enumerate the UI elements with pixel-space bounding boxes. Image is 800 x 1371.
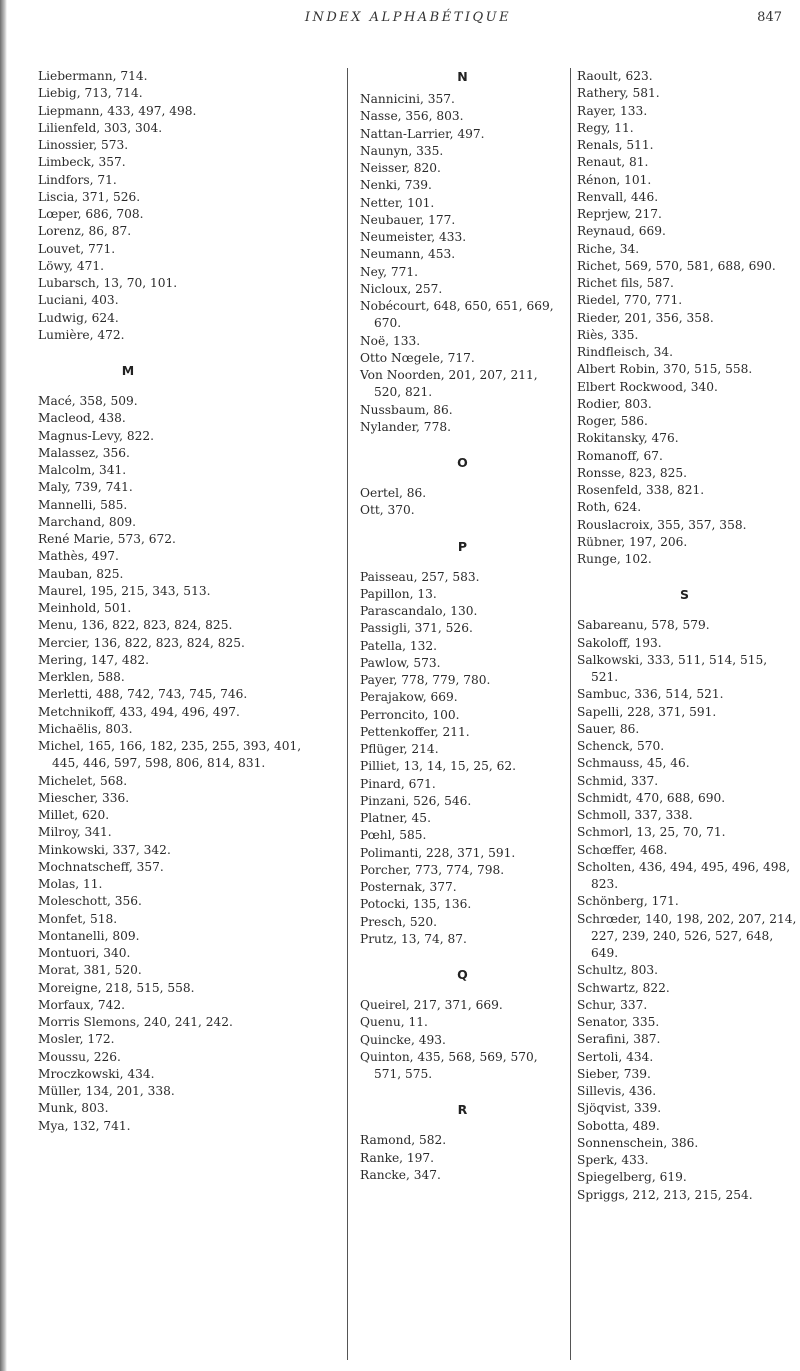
index-entry: Metchnikoff, 433, 494, 496, 497. — [38, 704, 240, 719]
index-entry: Reynaud, 669. — [577, 224, 666, 239]
index-column-1 — [38, 68, 330, 1368]
index-entry: Rosenfeld, 338, 821. — [577, 483, 705, 497]
index-entry: Liepmann, 433, 497, 498. — [38, 103, 197, 118]
index-entry: Moleschott, 356. — [38, 894, 142, 909]
index-entry: Senator, 335. — [577, 1015, 660, 1029]
index-entry: Sakoloff, 193. — [577, 635, 662, 650]
index-entry: Raoult, 623. — [577, 69, 653, 83]
index-entry: Louvet, 771. — [38, 241, 116, 256]
index-entry: Lubarsch, 13, 70, 101. — [38, 276, 178, 290]
index-entry: Limbeck, 357. — [38, 155, 126, 170]
index-entry: Neubauer, 177. — [360, 212, 456, 227]
index-entry: Sperk, 433. — [577, 1153, 649, 1167]
index-entry: Liscia, 371, 526. — [38, 189, 141, 204]
index-entry: Pœhl, 585. — [360, 828, 427, 843]
index-entry: Schmoll, 337, 338. — [577, 808, 693, 822]
index-column-2 — [360, 68, 565, 1368]
index-entry: Ney, 771. — [360, 264, 419, 279]
index-entry: Rathery, 581. — [577, 86, 660, 101]
index-entry: Netter, 101. — [360, 195, 435, 210]
index-entry: Milroy, 341. — [38, 825, 112, 840]
index-entry: Paisseau, 257, 583. — [360, 569, 480, 584]
index-entry: Otto Nœgele, 717. — [360, 350, 475, 365]
index-entry: Michel, 165, 166, 182, 235, 255, 393, 401, 445, 446, 597, 598, 806, 814, 831. — [38, 739, 302, 771]
index-entry: Schönberg, 171. — [577, 894, 679, 909]
index-entry: Sillevis, 436. — [577, 1084, 657, 1098]
index-entry: Molas, 11. — [38, 877, 103, 891]
index-entry: Marchand, 809. — [38, 514, 137, 529]
index-entry: Romanoff, 67. — [577, 448, 663, 463]
index-entry: Sonnenschein, 386. — [577, 1135, 699, 1150]
index-entry: Schur, 337. — [577, 997, 648, 1012]
index-entry: Sabareanu, 578, 579. — [577, 618, 710, 633]
index-entry: Nussbaum, 86. — [360, 402, 453, 417]
index-entry: Minkowski, 337, 342. — [38, 842, 171, 857]
index-entry: Nobécourt, 648, 650, 651, 669, 670. — [360, 299, 554, 331]
index-entry: Malassez, 356. — [38, 445, 130, 460]
index-entry: Macleod, 438. — [38, 411, 126, 426]
index-entry: Von Noorden, 201, 207, 211, 520, 821. — [360, 368, 538, 400]
scan-edge — [0, 0, 7, 1371]
index-entry: Sapelli, 228, 371, 591. — [577, 704, 717, 719]
index-entry: Quenu, 11. — [360, 1015, 428, 1030]
index-entry: Meinhold, 501. — [38, 601, 132, 615]
index-entry: Schmidt, 470, 688, 690. — [577, 790, 726, 805]
index-entry: Montanelli, 809. — [38, 928, 140, 943]
index-entry: Roger, 586. — [577, 414, 648, 428]
index-entry: Richet, 569, 570, 581, 688, 690. — [577, 258, 776, 273]
index-entry: Schwartz, 822. — [577, 980, 670, 995]
index-entry: Schmid, 337. — [577, 773, 659, 788]
index-entry: Maurel, 195, 215, 343, 513. — [38, 583, 211, 598]
index-entry: Merklen, 588. — [38, 670, 125, 684]
index-entry: Mochnatscheff, 357. — [38, 859, 164, 874]
column-divider — [347, 68, 348, 1360]
index-entry: Perroncito, 100. — [360, 707, 460, 722]
index-entry: Lumière, 472. — [38, 327, 125, 342]
index-entry: Ott, 370. — [360, 503, 415, 518]
index-entry: Moussu, 226. — [38, 1049, 121, 1064]
index-entry: Mercier, 136, 822, 823, 824, 825. — [38, 635, 245, 650]
index-entry: Nattan-Larrier, 497. — [360, 126, 485, 141]
index-entry: Nylander, 778. — [360, 419, 451, 434]
index-entry: Liebermann, 714. — [38, 69, 148, 83]
index-entry: Monfet, 518. — [38, 911, 118, 926]
index-entry: Rindfleisch, 34. — [577, 345, 674, 359]
index-entry: Noë, 133. — [360, 333, 421, 348]
index-entry: Millet, 620. — [38, 808, 110, 822]
index-entry: Roth, 624. — [577, 500, 642, 515]
index-entry: Sobotta, 489. — [577, 1118, 660, 1133]
index-entry: Luciani, 403. — [38, 293, 119, 308]
index-entry: Salkowski, 333, 511, 514, 515, 521. — [577, 652, 768, 684]
index-entry: Michelet, 568. — [38, 773, 128, 788]
index-entry: Ludwig, 624. — [38, 310, 119, 325]
index-entry: Pinard, 671. — [360, 776, 436, 791]
index-column-3 — [577, 68, 797, 1368]
index-entry: Perajakow, 669. — [360, 690, 458, 705]
index-entry: Lœper, 686, 708. — [38, 207, 144, 221]
index-entry: Riès, 335. — [577, 327, 639, 342]
index-entry: Polimanti, 228, 371, 591. — [360, 845, 516, 860]
index-entry: Schultz, 803. — [577, 963, 658, 978]
index-entry: Posternak, 377. — [360, 880, 457, 894]
index-entry: Nannicini, 357. — [360, 92, 455, 106]
index-entry: Lorenz, 86, 87. — [38, 224, 132, 239]
section-letter-r: R — [457, 1102, 468, 1118]
index-entry: Oertel, 86. — [360, 486, 427, 500]
index-entry: Schmauss, 45, 46. — [577, 756, 690, 771]
index-entry: Papillon, 13. — [360, 586, 437, 601]
index-entry: Renvall, 446. — [577, 189, 659, 204]
index-entry: Patella, 132. — [360, 638, 437, 653]
index-entry: Liebig, 713, 714. — [38, 86, 143, 101]
section-letter-s: S — [679, 587, 689, 603]
section-letter-n: N — [457, 69, 468, 84]
index-entry: Nicloux, 257. — [360, 281, 443, 296]
index-entry: Riche, 34. — [577, 241, 640, 256]
index-entry: Platner, 45. — [360, 811, 431, 825]
index-entry: Lindfors, 71. — [38, 172, 117, 187]
index-entry: Regy, 11. — [577, 120, 634, 135]
index-entry: Pinzani, 526, 546. — [360, 793, 472, 808]
index-entry: Rübner, 197, 206. — [577, 534, 688, 549]
index-entry: Michaëlis, 803. — [38, 721, 133, 736]
index-entry: Potocki, 135, 136. — [360, 897, 472, 912]
section-letter-o: O — [457, 455, 468, 470]
index-entry: Porcher, 773, 774, 798. — [360, 862, 505, 877]
index-entry: Quincke, 493. — [360, 1032, 446, 1047]
index-entry: Naunyn, 335. — [360, 143, 444, 158]
index-entry: Müller, 134, 201, 338. — [38, 1084, 175, 1098]
section-letter-q: Q — [457, 967, 468, 982]
index-entry: Munk, 803. — [38, 1101, 109, 1116]
index-entry: Morris Slemons, 240, 241, 242. — [38, 1015, 233, 1029]
index-entry: Morat, 381, 520. — [38, 963, 142, 978]
index-entry: Sertoli, 434. — [577, 1049, 654, 1064]
index-entry: Reprjew, 217. — [577, 207, 662, 221]
index-entry: Nenki, 739. — [360, 178, 432, 193]
index-entry: Schœffer, 468. — [577, 842, 668, 857]
index-entry: Pettenkoffer, 211. — [360, 724, 470, 739]
index-entry: Mering, 147, 482. — [38, 652, 149, 667]
index-entry: Macé, 358, 509. — [38, 394, 138, 408]
index-entry: Mannelli, 585. — [38, 497, 128, 512]
index-entry: Sjöqvist, 339. — [577, 1101, 662, 1116]
column-divider — [570, 68, 571, 1360]
index-entry: Prutz, 13, 74, 87. — [360, 931, 467, 946]
index-entry: Rayer, 133. — [577, 103, 648, 118]
index-entry: Linossier, 573. — [38, 138, 129, 152]
index-entry: Neumeister, 433. — [360, 230, 467, 244]
index-entry: Schenck, 570. — [577, 739, 665, 753]
index-entry: Ronsse, 823, 825. — [577, 465, 687, 480]
index-entry: Merletti, 488, 742, 743, 745, 746. — [38, 687, 248, 702]
index-entry: Löwy, 471. — [38, 258, 105, 273]
index-entry: Quinton, 435, 568, 569, 570, 571, 575. — [360, 1049, 538, 1081]
index-entry: Albert Robin, 370, 515, 558. — [577, 362, 753, 377]
index-entry: Miescher, 336. — [38, 790, 130, 805]
index-entry: Pflüger, 214. — [360, 742, 439, 756]
index-entry: Renals, 511. — [577, 138, 654, 152]
index-entry: Elbert Rockwood, 340. — [577, 379, 718, 394]
index-entry: Mosler, 172. — [38, 1032, 115, 1047]
index-entry: Malcolm, 341. — [38, 463, 127, 477]
index-entry: Rouslacroix, 355, 357, 358. — [577, 517, 747, 532]
index-entry: Maly, 739, 741. — [38, 480, 133, 495]
index-entry: Rodier, 803. — [577, 396, 652, 411]
index-entry: Spiegelberg, 619. — [577, 1170, 687, 1185]
index-entry: Morfaux, 742. — [38, 997, 126, 1012]
index-entry: Sauer, 86. — [577, 721, 640, 736]
index-entry: Rokitansky, 476. — [577, 431, 679, 446]
index-entry: Spriggs, 212, 213, 215, 254. — [577, 1187, 753, 1202]
index-entry: Scholten, 436, 494, 495, 496, 498, 823. — [577, 859, 791, 891]
index-entry: Moreigne, 218, 515, 558. — [38, 980, 195, 995]
page-header — [0, 10, 800, 36]
index-entry: Rancke, 347. — [360, 1167, 441, 1182]
index-entry: Mathès, 497. — [38, 549, 119, 564]
index-entry: Passigli, 371, 526. — [360, 621, 473, 636]
index-entry: Renaut, 81. — [577, 155, 649, 170]
index-entry: Nasse, 356, 803. — [360, 109, 464, 124]
index-entry: Parascandalo, 130. — [360, 604, 478, 618]
index-entry: Presch, 520. — [360, 914, 438, 929]
index-entry: Lilienfeld, 303, 304. — [38, 120, 163, 135]
index-entry: Ramond, 582. — [360, 1133, 447, 1148]
index-entry: Mya, 132, 741. — [38, 1118, 131, 1133]
index-entry: Sieber, 739. — [577, 1066, 651, 1081]
index-entry: Pawlow, 573. — [360, 655, 441, 670]
index-entry: Rénon, 101. — [577, 172, 652, 187]
index-entry: René Marie, 573, 672. — [38, 532, 176, 546]
index-entry: Rieder, 201, 356, 358. — [577, 310, 714, 325]
index-entry: Neisser, 820. — [360, 161, 441, 175]
section-letter-m: M — [121, 363, 135, 378]
running-title: INDEX ALPHABÉTIQUE — [304, 10, 512, 25]
index-entry: Riedel, 770, 771. — [577, 293, 683, 308]
index-entry: Montuori, 340. — [38, 946, 131, 960]
index-entry: Mroczkowski, 434. — [38, 1066, 155, 1081]
index-entry: Richet fils, 587. — [577, 276, 674, 290]
index-entry: Schmorl, 13, 25, 70, 71. — [577, 825, 726, 840]
page-number: 847 — [757, 10, 782, 25]
index-entry: Sambuc, 336, 514, 521. — [577, 687, 724, 702]
index-entry: Magnus-Levy, 822. — [38, 428, 154, 443]
index-entry: Schrœder, 140, 198, 202, 207, 214, 227, 239, 240, 526, 527, 648, 649. — [577, 911, 797, 960]
index-entry: Queirel, 217, 371, 669. — [360, 998, 503, 1012]
index-entry: Ranke, 197. — [360, 1150, 435, 1165]
index-entry: Neumann, 453. — [360, 247, 456, 262]
index-entry: Pilliet, 13, 14, 15, 25, 62. — [360, 759, 517, 774]
index-entry: Runge, 102. — [577, 552, 652, 566]
section-letter-p: P — [457, 538, 468, 554]
index-entry: Mauban, 825. — [38, 566, 124, 581]
index-entry: Serafini, 387. — [577, 1032, 661, 1047]
index-entry: Payer, 778, 779, 780. — [360, 673, 491, 687]
index-entry: Menu, 136, 822, 823, 824, 825. — [38, 618, 233, 633]
